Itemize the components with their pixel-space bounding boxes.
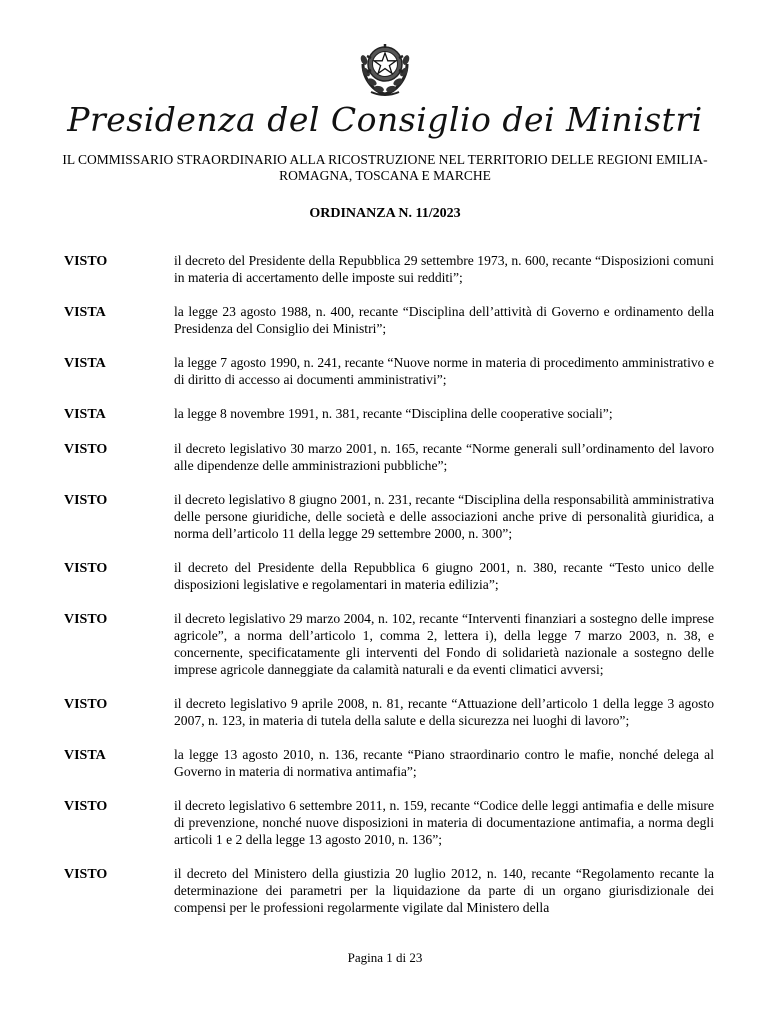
page-number: Pagina 1 di 23 — [347, 950, 423, 965]
entry-keyword: VISTA — [64, 748, 106, 763]
institution-title: Presidenza del Consiglio dei Ministri — [67, 100, 703, 139]
preamble-list — [64, 252, 714, 933]
entry-keyword: VISTA — [64, 407, 106, 422]
entry-keyword: VISTO — [64, 799, 108, 814]
entry-keyword: VISTA — [64, 356, 106, 371]
entry-text: il decreto legislativo 6 settembre 2011, n. 159, recante “Codice delle leggi antimafia e delle misure di prevenzione, nonché nuove disposizioni in materia di documentazione antimafia, a norma degli articoli 1 e 2 della legge 13 agosto 2010, n. 136”; — [174, 798, 714, 847]
preamble-entry — [64, 797, 714, 848]
entry-text: la legge 13 agosto 2010, n. 136, recante “Piano straordinario contro le mafie, nonché delega al Governo in materia di normativa antimafia”; — [174, 747, 714, 779]
entry-keyword: VISTO — [64, 493, 108, 508]
entry-text: il decreto del Presidente della Repubblica 29 settembre 1973, n. 600, recante “Disposizioni comuni in materia di accertamento delle imposte sui redditi”; — [174, 253, 714, 285]
preamble-entry — [64, 303, 714, 337]
entry-keyword: VISTO — [64, 254, 108, 269]
entry-text: il decreto legislativo 9 aprile 2008, n. 81, recante “Attuazione dell’articolo 1 della legge 3 agosto 2007, n. 123, in materia di tutela della salute e della sicurezza nei luoghi di lavoro”; — [174, 696, 714, 728]
entry-text: il decreto legislativo 29 marzo 2004, n. 102, recante “Interventi finanziari a sostegno delle imprese agricole”, a norma dell’articolo 1, comma 2, lettera i), della legge 7 marzo 2003, n. 38, e concernente, specificatamente gli interventi del Fondo di solidarietà nazionale a sostegno delle imprese agricole danneggiate da calamità naturali e da eventi climatici avversi; — [174, 611, 714, 677]
entry-text: il decreto legislativo 8 giugno 2001, n. 231, recante “Disciplina della responsabilità amministrativa delle persone giuridiche, delle società e delle associazioni anche prive di personalità giuridica, a norma dell’articolo 11 della legge 29 settembre 2000, n. 300”; — [174, 492, 714, 541]
entry-keyword: VISTO — [64, 697, 108, 712]
entry-keyword: VISTO — [64, 612, 108, 627]
entry-text: il decreto del Presidente della Repubblica 6 giugno 2001, n. 380, recante “Testo unico delle disposizioni legislative e regolamentari in materia edilizia”; — [174, 560, 714, 592]
preamble-entry — [64, 610, 714, 678]
entry-keyword: VISTO — [64, 442, 108, 457]
entry-text: la legge 7 agosto 1990, n. 241, recante “Nuove norme in materia di procedimento amministrativo e di diritto di accesso ai documenti amministrativi”; — [174, 355, 714, 387]
preamble-entry — [64, 354, 714, 388]
preamble-entry — [64, 746, 714, 780]
preamble-entry — [64, 695, 714, 729]
entry-text: la legge 23 agosto 1988, n. 400, recante “Disciplina dell’attività di Governo e ordinamento della Presidenza del Consiglio dei Ministri”; — [174, 304, 714, 336]
entry-keyword: VISTA — [64, 305, 106, 320]
entry-keyword: VISTO — [64, 867, 108, 882]
ordinance-title: ORDINANZA N. 11/2023 — [309, 206, 461, 221]
italian-republic-emblem-icon — [353, 34, 417, 98]
preamble-entry — [64, 865, 714, 916]
preamble-entry — [64, 440, 714, 474]
entry-keyword: VISTO — [64, 561, 108, 576]
commissario-heading: IL COMMISSARIO STRAORDINARIO ALLA RICOSTRUZIONE NEL TERRITORIO DELLE REGIONI EMILIA-ROMAGNA, TOSCANA E MARCHE — [62, 152, 708, 183]
preamble-entry — [64, 405, 714, 423]
preamble-entry — [64, 491, 714, 542]
preamble-entry — [64, 559, 714, 593]
entry-text: il decreto legislativo 30 marzo 2001, n. 165, recante “Norme generali sull’ordinamento del lavoro alle dipendenze delle amministrazioni pubbliche”; — [174, 441, 714, 473]
entry-text: la legge 8 novembre 1991, n. 381, recante “Disciplina delle cooperative sociali”; — [174, 406, 613, 421]
entry-text: il decreto del Ministero della giustizia 20 luglio 2012, n. 140, recante “Regolamento recante la determinazione dei parametri per la liquidazione da parte di un organo giurisdizionale dei compensi per le professioni regolarmente vigilate dal Ministero della — [174, 866, 714, 915]
preamble-entry — [64, 252, 714, 286]
